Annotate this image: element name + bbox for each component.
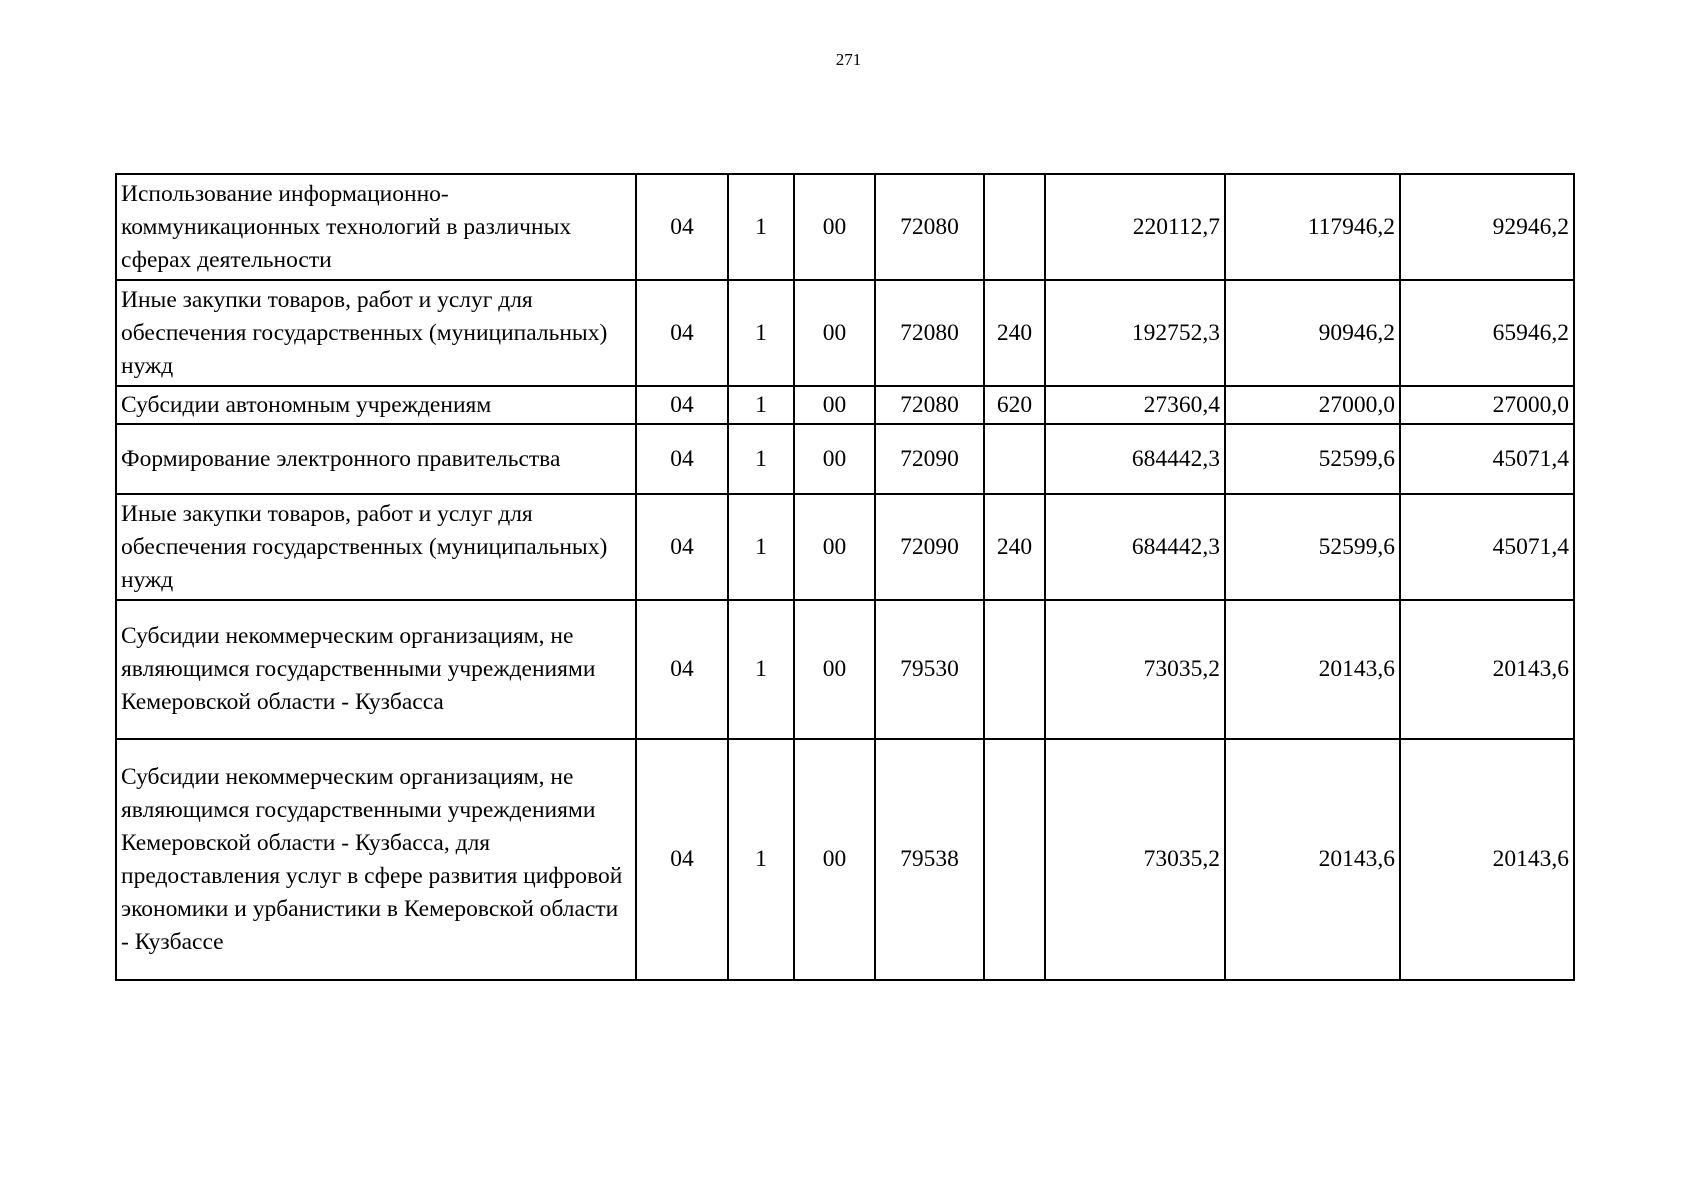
table-row (116, 424, 1574, 494)
row-name: Субсидии некоммерческим организациям, не являющимся государственными учреждениями Кемеровской области - Кузбасса (116, 600, 636, 739)
table-row (116, 280, 1574, 386)
program-code: 1 (728, 280, 794, 386)
row-name: Использование информационно-коммуникационных технологий в различных сферах деятельности (116, 174, 636, 280)
expense-type-code (984, 174, 1045, 280)
subprogram-code: 00 (794, 386, 875, 424)
amount-year-1: 73035,2 (1045, 739, 1225, 980)
amount-year-3: 27000,0 (1400, 386, 1574, 424)
subprogram-code: 00 (794, 600, 875, 739)
subprogram-code: 00 (794, 424, 875, 494)
amount-year-2: 27000,0 (1225, 386, 1400, 424)
amount-year-3: 20143,6 (1400, 739, 1574, 980)
program-code: 1 (728, 386, 794, 424)
program-code: 1 (728, 600, 794, 739)
row-name: Иные закупки товаров, работ и услуг для обеспечения государственных (муниципальных) нужд (116, 280, 636, 386)
expense-type-code: 240 (984, 280, 1045, 386)
subprogram-code: 00 (794, 174, 875, 280)
subprogram-code: 00 (794, 494, 875, 600)
subprogram-code: 00 (794, 280, 875, 386)
budget-table (115, 173, 1575, 981)
table-row (116, 494, 1574, 600)
direction-code: 72080 (875, 280, 984, 386)
amount-year-1: 27360,4 (1045, 386, 1225, 424)
direction-code: 79538 (875, 739, 984, 980)
amount-year-2: 52599,6 (1225, 494, 1400, 600)
amount-year-2: 20143,6 (1225, 600, 1400, 739)
amount-year-1: 192752,3 (1045, 280, 1225, 386)
section-code: 04 (636, 424, 728, 494)
row-name: Формирование электронного правительства (116, 424, 636, 494)
table-row (116, 600, 1574, 739)
direction-code: 72090 (875, 494, 984, 600)
table-row (116, 174, 1574, 280)
row-name: Субсидии автономным учреждениям (116, 386, 636, 424)
expense-type-code: 620 (984, 386, 1045, 424)
amount-year-3: 45071,4 (1400, 494, 1574, 600)
section-code: 04 (636, 386, 728, 424)
amount-year-3: 45071,4 (1400, 424, 1574, 494)
program-code: 1 (728, 424, 794, 494)
amount-year-1: 220112,7 (1045, 174, 1225, 280)
section-code: 04 (636, 280, 728, 386)
page-number: 271 (835, 50, 862, 69)
row-name: Иные закупки товаров, работ и услуг для обеспечения государственных (муниципальных) нужд (116, 494, 636, 600)
amount-year-1: 73035,2 (1045, 600, 1225, 739)
amount-year-1: 684442,3 (1045, 424, 1225, 494)
section-code: 04 (636, 174, 728, 280)
direction-code: 72080 (875, 386, 984, 424)
direction-code: 72090 (875, 424, 984, 494)
program-code: 1 (728, 174, 794, 280)
amount-year-2: 117946,2 (1225, 174, 1400, 280)
amount-year-2: 90946,2 (1225, 280, 1400, 386)
direction-code: 72080 (875, 174, 984, 280)
section-code: 04 (636, 739, 728, 980)
subprogram-code: 00 (794, 739, 875, 980)
row-name: Субсидии некоммерческим организациям, не являющимся государственными учреждениями Кемеровской области - Кузбасса, для предоставления услуг в сфере развития цифровой экономики и урбанистики в Кемеровской области - Кузбассе (116, 739, 636, 980)
amount-year-2: 52599,6 (1225, 424, 1400, 494)
expense-type-code (984, 739, 1045, 980)
amount-year-3: 20143,6 (1400, 600, 1574, 739)
amount-year-3: 65946,2 (1400, 280, 1574, 386)
table-row (116, 386, 1574, 424)
expense-type-code (984, 600, 1045, 739)
amount-year-2: 20143,6 (1225, 739, 1400, 980)
amount-year-3: 92946,2 (1400, 174, 1574, 280)
program-code: 1 (728, 494, 794, 600)
program-code: 1 (728, 739, 794, 980)
direction-code: 79530 (875, 600, 984, 739)
expense-type-code: 240 (984, 494, 1045, 600)
section-code: 04 (636, 494, 728, 600)
amount-year-1: 684442,3 (1045, 494, 1225, 600)
expense-type-code (984, 424, 1045, 494)
section-code: 04 (636, 600, 728, 739)
table-row (116, 739, 1574, 980)
